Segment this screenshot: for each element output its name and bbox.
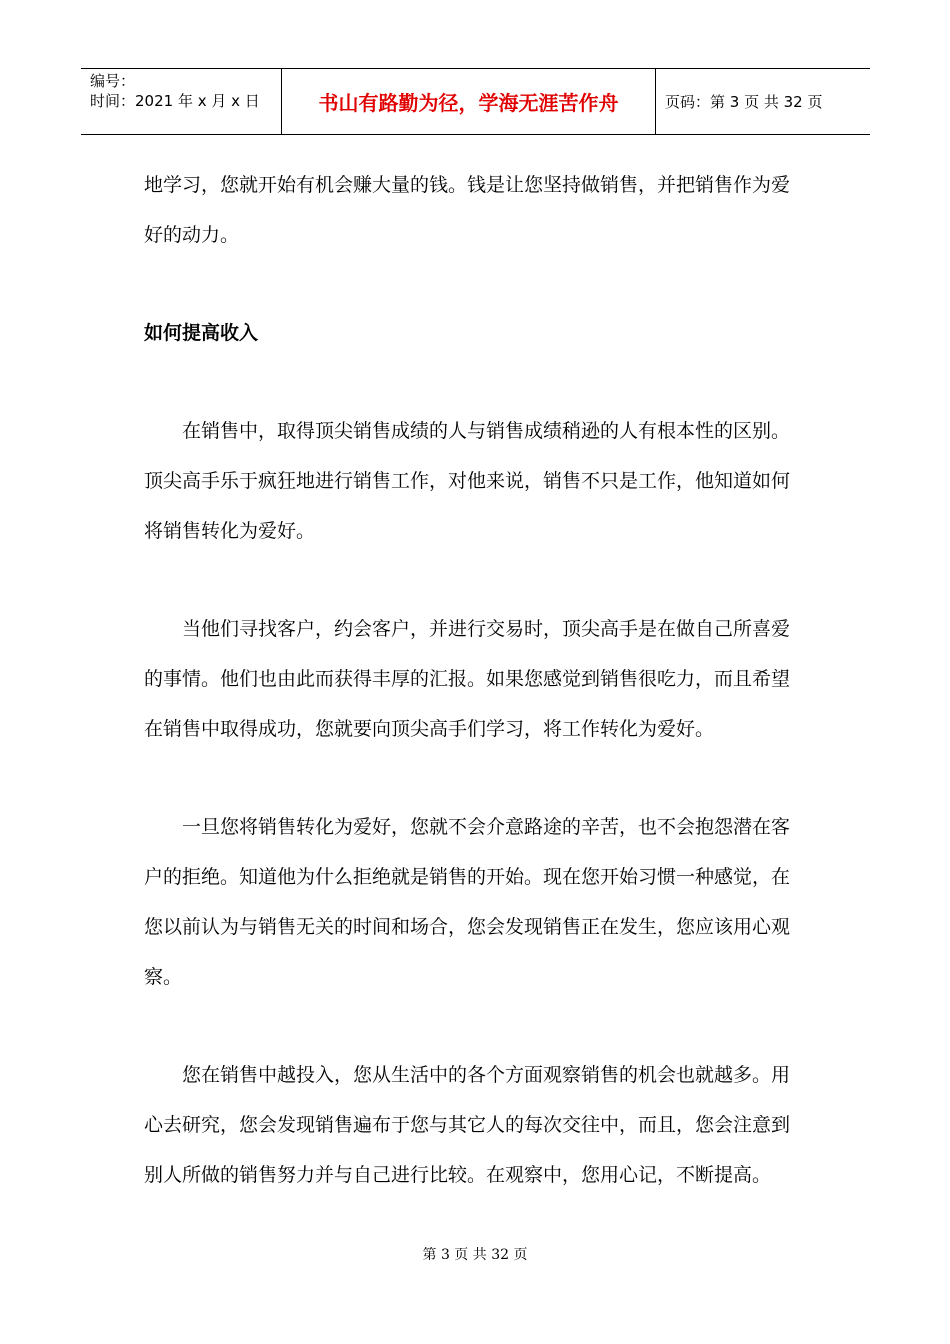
body-paragraph: 您在销售中越投入，您从生活中的各个方面观察销售的机会也就越多。用心去研究，您会发现销售遍布于您与其它人的每次交往中，而且，您会注意到别人所做的销售努力并与自己进行比较。在观察中，您用心记，不断提高。: [144, 1064, 791, 1186]
header-time-label: 时间：2021 年 x 月 x 日: [90, 92, 260, 110]
document-header: [81, 68, 870, 135]
body-paragraph: 在销售中，取得顶尖销售成绩的人与销售成绩稍逊的人有根本性的区别。顶尖高手乐于疯狂地进行销售工作，对他来说，销售不只是工作，他知道如何将销售转化为爱好。: [144, 420, 791, 542]
page-footer: 第 3 页 共 32 页: [422, 1247, 528, 1263]
body-paragraph: 一旦您将销售转化为爱好，您就不会介意路途的辛苦，也不会抱怨潜在客户的拒绝。知道他为什么拒绝就是销售的开始。现在您开始习惯一种感觉，在您以前认为与销售无关的时间和场合，您会发现销售正在发生，您应该用心观察。: [144, 816, 791, 988]
header-page-label: 页码：第 3 页 共 32 页: [665, 93, 823, 111]
section-heading: 如何提高收入: [144, 322, 259, 344]
header-meta: [90, 71, 260, 111]
header-number-label: 编号：: [90, 72, 136, 90]
header-divider: [655, 69, 656, 134]
body-paragraph: 当他们寻找客户，约会客户，并进行交易时，顶尖高手是在做自己所喜爱的事情。他们也由此而获得丰厚的汇报。如果您感觉到销售很吃力，而且希望在销售中取得成功，您就要向顶尖高手们学习，将工作转化为爱好。: [144, 618, 791, 740]
continuation-paragraph: 地学习，您就开始有机会赚大量的钱。钱是让您坚持做销售，并把销售作为爱好的动力。: [144, 174, 791, 246]
header-motto: 书山有路勤为径，学海无涯苦作舟: [318, 91, 619, 115]
document-body: [144, 160, 808, 1248]
